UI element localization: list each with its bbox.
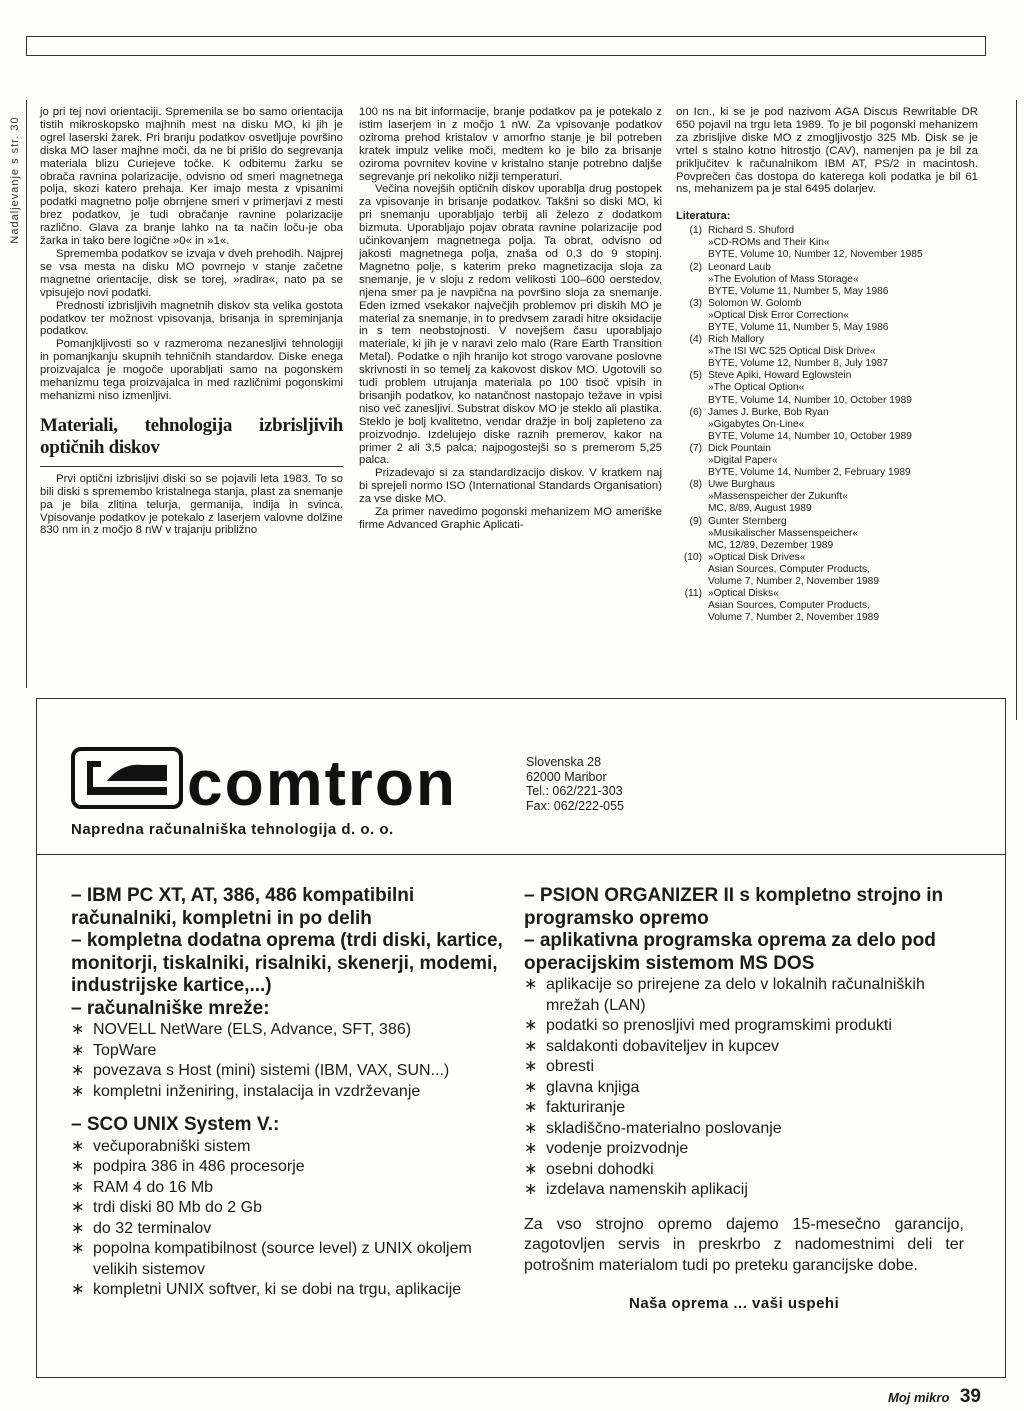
paragraph: Sprememba podatkov se izvaja v dveh prehodih. Najprej se vsa mesta na disku MO povrnejo v stanje začetne magnetne orientacije, disk se torej, »radira«, nato pa se vpisujejo novi podatki. [40, 247, 343, 299]
list-item-text: fakturiranje [546, 1099, 626, 1116]
right-frame-line [1016, 100, 1017, 720]
list-item [524, 1057, 964, 1078]
reference-item [676, 225, 978, 261]
list-item [71, 1157, 511, 1178]
page-number: 39 [959, 1386, 981, 1407]
list-item [524, 1016, 964, 1037]
reference-list [676, 225, 978, 624]
reference-line: BYTE, Volume 14, Number 10, October 1989 [708, 394, 912, 406]
list-item [524, 1098, 964, 1119]
reference-number: (4) [689, 334, 702, 346]
paragraph: Prvi optični izbrisljivi diski so se pojavili leta 1983. To so bili diski s spremembo kristalnega stanja, plast za snemanje pa je bila zlitina telurja, germanija, indija in svinca. Vpisovanje podatkov je potekalo z laserjem valovne dolžine 830 nm in z močjo 8 nW v trajanju približno [40, 472, 343, 537]
list-item-text: NOVELL NetWare (ELS, Advance, SFT, 386) [93, 1021, 412, 1038]
list-item-text: do 32 terminalov [93, 1219, 212, 1237]
asterisk-bullet-icon: ∗ [524, 1181, 538, 1198]
reference-line: Steve Apiki, Howard Eglowstein [708, 370, 852, 382]
reference-line: »The Evolution of Mass Storage« [708, 273, 859, 285]
reference-line: »The ISI WC 525 Optical Disk Drive« [708, 346, 876, 358]
reference-line: »Optical Disk Error Correction« [708, 309, 849, 321]
asterisk-bullet-icon: ∗ [524, 1099, 538, 1116]
list-item [524, 1160, 964, 1181]
list-item-text: izdelava namenskih aplikacij [546, 1181, 748, 1198]
ad-slogan: Naša oprema ... vaši uspehi [629, 1295, 840, 1312]
list-item [524, 1078, 964, 1099]
paragraph: jo pri tej novi orientaciji. Spremenila se bo samo orientacija tistih mikroskopsko majhnih mest na disku MO, ki jih je ogrel laserski žarek. Pri branju podatkov osvetljuje površino diska MO laser majhne moči, da ne bi prišlo do segrevanja materiala blizu Curiejeve točke. K odbitemu žarku se obrača ravnina polarizacije, odvisno od smeri magnetnega polja, skozi katero prehaja. Ker imajo mesta z vpisanimi podatki magnetno polje obrnjene smeri v primerjavi z mesti brez podatkov, je tudi obračanje ravnine polarizacije različno. Glava za branje lahko na ta način loču-je oba žarka in tako bere logične »0« in »1«. [40, 106, 343, 248]
paragraph: 100 ns na bit informacije, branje podatkov pa je potekalo z istim laserjem in z močjo 1 nW. Za vpisovanje podatkov oziroma prehod kristalov v amorfno stanje je bil potreben kratek impulz velike moči, medtem ko je bilo za brisanje oziroma povrnitev kovine v kristalno stanje potrebno daljše segrevanje pri nekoliko nižji temperaturi. [359, 106, 662, 183]
reference-item [676, 552, 978, 588]
list-item-text: skladiščno-materialno poslovanje [546, 1119, 782, 1137]
reference-number: (6) [689, 406, 702, 418]
asterisk-bullet-icon: ∗ [71, 1082, 85, 1100]
list-item [524, 1139, 964, 1160]
warranty-note: Za vso strojno opremo dajemo 15-mesečno garancijo, zagotovljen servis in preskrbo z nadomestnimi deli ter potrošnim materialom tudi po preteku garancijske dobe. [524, 1215, 964, 1274]
reference-line: MC, 8/89, August 1989 [708, 503, 812, 515]
article-column-3 [676, 106, 978, 624]
list-item [71, 1280, 511, 1301]
list-item-text: popolna kompatibilnost (source level) z UNIX okoljem velikih sistemov [93, 1240, 472, 1278]
reference-line: »Optical Disks« [708, 588, 779, 600]
asterisk-bullet-icon: ∗ [71, 1199, 85, 1216]
list-item-text: aplikacije so prirejene za delo v lokalnih računalniških mrežah (LAN) [546, 976, 925, 1014]
list-item [71, 1137, 511, 1158]
unix-list [71, 1137, 511, 1301]
list-item [71, 1061, 511, 1082]
list-item-text: RAM 4 do 16 Mb [93, 1178, 214, 1196]
asterisk-bullet-icon: ∗ [524, 976, 538, 993]
section-heading: Materiali, tehnologija izbrisljivih optičnih diskov [40, 415, 343, 467]
reference-number: (9) [689, 515, 702, 527]
company-tagline: Napredna računalniška tehnologija d. o. o. [71, 821, 394, 838]
reference-line: Leonard Laub [708, 261, 771, 273]
asterisk-bullet-icon: ∗ [71, 1021, 85, 1038]
list-item-text: obresti [546, 1058, 595, 1075]
list-item-text: osebni dohodki [546, 1160, 654, 1178]
reference-item [676, 262, 978, 298]
list-item [524, 975, 964, 1016]
reference-line: James J. Burke, Bob Ryan [708, 406, 829, 418]
reference-number: (1) [689, 225, 702, 237]
reference-line: Asian Sources, Computer Products, [708, 600, 870, 612]
reference-line: »Digital Paper« [708, 455, 778, 467]
ad-right-column [524, 885, 964, 1276]
offer-heading: – PSION ORGANIZER II s kompletno strojno in programsko opremo [524, 885, 944, 929]
list-item-text: kompletni UNIX softver, ki se dobi na trgu, aplikacije [93, 1281, 462, 1298]
asterisk-bullet-icon: ∗ [524, 1119, 538, 1137]
ad-divider [37, 854, 1005, 855]
asterisk-bullet-icon: ∗ [71, 1281, 85, 1298]
company-address [526, 755, 624, 813]
reference-line: BYTE, Volume 10, Number 12, November 1985 [708, 249, 923, 261]
asterisk-bullet-icon: ∗ [71, 1219, 85, 1237]
reference-line: BYTE, Volume 12, Number 8, July 1987 [708, 358, 889, 370]
paragraph: on Icn., ki se je pod nazivom AGA Discus Rewritable DR 650 pojavil na trgu leta 1989. To je bil pogonski mehanizem za zbrisljive diske MO z zmogljivostjo 325 Mb. Disk se je vrtel s stalno kotno hitrostjo (CAV), namenjen pa je bil za priključitev k računalnikom IBM AT, PS/2 in macintosh. Povprečen čas dostopa do katerega koli podatka je bil 61 ns, mehanizem pa je stal 6495 dolarjev. [676, 106, 978, 196]
reference-line: Dick Pountain [708, 442, 771, 454]
reference-line: Solomon W. Golomb [708, 297, 802, 309]
reference-item [676, 407, 978, 443]
ad-left-column [71, 885, 511, 1301]
reference-line: BYTE, Volume 14, Number 2, February 1989 [708, 467, 911, 479]
network-list [71, 1020, 511, 1102]
address-line: Slovenska 28 [526, 755, 602, 769]
article-column-2 [359, 106, 662, 532]
asterisk-bullet-icon: ∗ [524, 1160, 538, 1178]
offer-heading: – SCO UNIX System V.: [71, 1114, 280, 1135]
asterisk-bullet-icon: ∗ [71, 1178, 85, 1196]
reference-line: »CD-ROMs and Their Kin« [708, 237, 830, 249]
paragraph: Za primer navedimo pogonski mehanizem MO ameriške firme Advanced Graphic Aplicati- [359, 506, 662, 531]
reference-line: Richard S. Shuford [708, 225, 795, 237]
offer-heading: – računalniške mreže: [71, 997, 270, 1019]
offer-heading: – IBM PC XT, AT, 386, 486 kompatibilni računalniki, kompletni in po delih [71, 885, 415, 929]
reference-line: Rich Mallory [708, 334, 765, 346]
list-item-text: večuporabniški sistem [93, 1137, 251, 1155]
reference-item [676, 298, 978, 334]
article-column-1 [40, 106, 343, 537]
asterisk-bullet-icon: ∗ [524, 1058, 538, 1075]
reference-line: »Musikalischer Massenspeicher« [708, 527, 859, 539]
asterisk-bullet-icon: ∗ [71, 1137, 85, 1155]
asterisk-bullet-icon: ∗ [71, 1041, 85, 1059]
magazine-name: Moj mikro [888, 1390, 950, 1405]
paragraph: Pomanjkljivosti so v razmeroma nezanesljivi tehnologiji in pomanjkanju skupnih tehničnih standardov. Diske enega proizvajalca je mogoče uporabljati samo na pogonskem mehanizmu tega proizvajalca in med različnimi pogonskimi mehanizmi niso izmenljivi. [40, 338, 343, 402]
comtron-advertisement [36, 698, 1006, 1378]
reference-line: BYTE, Volume 11, Number 5, May 1986 [708, 322, 889, 333]
reference-number: (7) [689, 442, 702, 454]
left-frame-line [26, 100, 27, 688]
reference-item [676, 479, 978, 515]
asterisk-bullet-icon: ∗ [524, 1037, 538, 1055]
reference-line: Volume 7, Number 2, November 1989 [708, 575, 880, 587]
asterisk-bullet-icon: ∗ [71, 1158, 85, 1175]
reference-line: »Massenspeicher der Zukunft« [708, 491, 848, 503]
reference-line: »Gigabytes On-Line« [708, 418, 805, 430]
reference-item [676, 370, 978, 406]
list-item [71, 1020, 511, 1041]
asterisk-bullet-icon: ∗ [524, 1078, 538, 1096]
offer-heading: – aplikativna programska oprema za delo pod operacijskim sistemom MS DOS [524, 930, 936, 974]
list-item-text: kompletni inženiring, instalacija in vzdrževanje [93, 1082, 421, 1100]
list-item [524, 1180, 964, 1201]
continuation-label: Nadaljevanje s str. 30 [9, 116, 21, 244]
list-item-text: saldakonti dobaviteljev in kupcev [546, 1037, 780, 1055]
phone-line: Tel.: 062/221-303 [526, 784, 623, 798]
reference-number: (10) [683, 551, 702, 563]
list-item [524, 1119, 964, 1140]
list-item [71, 1198, 511, 1219]
asterisk-bullet-icon: ∗ [524, 1017, 538, 1034]
top-banner-box [26, 36, 986, 56]
reference-line: »Optical Disk Drives« [708, 551, 806, 563]
reference-line: Volume 7, Number 2, November 1989 [708, 612, 880, 624]
reference-line: MC, 12/89, Dezember 1989 [708, 539, 834, 551]
list-item [71, 1082, 511, 1103]
software-list [524, 975, 964, 1201]
list-item-text: podpira 386 in 486 procesorje [93, 1158, 305, 1175]
reference-number: (5) [689, 370, 702, 382]
reference-number: (2) [689, 261, 702, 273]
reference-item [676, 334, 978, 370]
list-item-text: podatki so prenosljivi med programskimi produkti [546, 1017, 892, 1034]
reference-line: BYTE, Volume 11, Number 5, May 1986 [708, 285, 889, 297]
reference-number: (3) [689, 297, 702, 309]
page-footer [888, 1386, 981, 1408]
address-line: 62000 Maribor [526, 769, 607, 784]
literature-title: Literatura: [676, 210, 731, 223]
reference-line: »The Optical Option« [708, 382, 805, 394]
list-item [71, 1178, 511, 1199]
comtron-logo-icon [71, 747, 183, 809]
asterisk-bullet-icon: ∗ [71, 1062, 85, 1079]
list-item-text: vodenje proizvodnje [546, 1140, 689, 1157]
reference-item [676, 588, 978, 624]
paragraph: Prednosti izbrisljivih magnetnih diskov sta velika gostota podatkov ter možnost vpisovanja, brisanja in spreminjanja podatkov. [40, 299, 343, 338]
list-item-text: TopWare [93, 1041, 157, 1059]
list-item [71, 1239, 511, 1280]
list-item-text: glavna knjiga [546, 1078, 640, 1096]
reference-line: BYTE, Volume 14, Number 10, October 1989 [708, 430, 912, 442]
list-item [71, 1041, 511, 1062]
asterisk-bullet-icon: ∗ [71, 1240, 85, 1257]
asterisk-bullet-icon: ∗ [524, 1140, 538, 1157]
list-item-text: trdi diski 80 Mb do 2 Gb [93, 1199, 262, 1216]
reference-line: Gunter Sternberg [708, 515, 787, 527]
reference-line: Uwe Burghaus [708, 479, 775, 491]
fax-line: Fax: 062/222-055 [526, 798, 624, 813]
reference-number: (11) [684, 588, 702, 600]
comtron-wordmark: comtron [187, 747, 457, 819]
list-item-text: povezava s Host (mini) sistemi (IBM, VAX, SUN...) [93, 1062, 450, 1079]
reference-item [676, 516, 978, 552]
reference-item [676, 443, 978, 479]
paragraph: Prizadevajo si za standardizacijo diskov. V kratkem naj bi sprejeli normo ISO (International Standards Organisation) za vse diske MO. [359, 467, 662, 506]
offer-heading: – kompletna dodatna oprema (trdi diski, kartice, monitorji, tiskalniki, risalniki, skenerji, modemi, industrijske kartice,...) [71, 930, 503, 996]
list-item [71, 1219, 511, 1240]
reference-number: (8) [689, 479, 702, 491]
list-item [524, 1037, 964, 1058]
paragraph: Večina novejših optičnih diskov uporablja drug postopek za vpisovanje in brisanje podatkov. Takšni so diski MO, ki pri snemanju uporabljajo terbij ali železo z dodatkom bizmuta. Uporabljajo pojav obrata ravnine polarizacije pod učinkovanjem magnetnega polja. Ta obrat, odvisno od jakosti magnetnega polja, znaša od 0,3 do 9 stopinj. Magnetno polje, s katerim preko magnetizacija sloja za snemanje, je v sloju z redom velikosti 100–600 oerstedov, njena smer pa je navpična na površino sloja za snemanje. Eden izmed vsekakor največjih problemov pri diskih MO je material za snemanje, in to predvsem zaradi hitre oksidacije in s tem neobstojnosti. V novejšem času uporabljajo materiale, ki jih je v naravi zelo malo (Rare Earth Transition Metal). Podatke o njih hranijo kot strogo varovane poslovne skrivnosti in so temelj za kakovost diskov MO. Ugotovili so tudi problem utrujanja materiala po 100 tisoč vpisih in brisanjih podatkov, ko natančnost nastopajo težave in vpisi niso več zanesljivi. Substrat diskov MO je steklo ali plastika. Steklo je bolj kvalitetno, vendar dražje in bolj zapleteno za proizvodnjo. Izdelujejo diske raznih premerov, kakor na primer 2 ali 3,5 palca; najpogostejši so s premerom 5,25 palca. [359, 183, 662, 467]
reference-line: Asian Sources, Computer Products, [708, 563, 870, 575]
